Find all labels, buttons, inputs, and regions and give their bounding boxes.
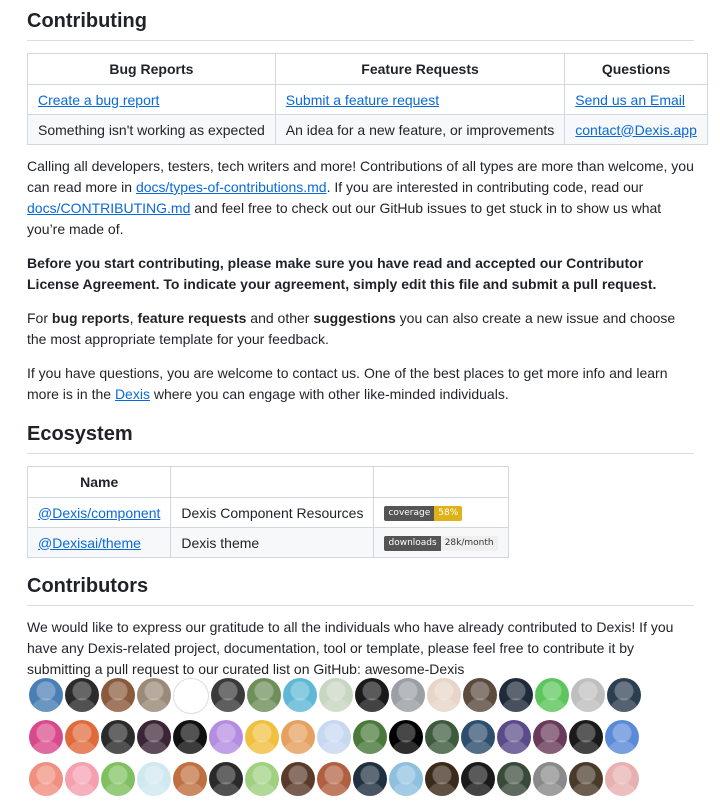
avatar[interactable] <box>173 762 207 796</box>
avatar[interactable] <box>533 720 567 754</box>
table-row <box>28 85 708 115</box>
contributor-avatars <box>27 678 697 804</box>
submit-feature-request-link[interactable]: Submit a feature request <box>285 91 440 108</box>
avatar[interactable] <box>281 720 315 754</box>
avatar[interactable] <box>425 762 459 796</box>
avatar[interactable] <box>569 720 603 754</box>
avatar[interactable] <box>569 762 603 796</box>
avatar[interactable] <box>353 762 387 796</box>
avatar[interactable] <box>461 720 495 754</box>
avatar[interactable] <box>29 762 63 796</box>
header-empty <box>171 467 374 498</box>
table-cell: Dexis Component Resources <box>171 498 374 528</box>
header-bug-reports: Bug Reports <box>28 54 276 85</box>
contributing-md-link[interactable]: docs/CONTRIBUTING.md <box>27 200 191 216</box>
table-row <box>28 115 708 145</box>
avatar[interactable] <box>211 678 245 712</box>
avatar[interactable] <box>137 762 171 796</box>
header-questions: Questions <box>565 54 708 85</box>
avatar[interactable] <box>317 762 351 796</box>
contributors-heading: Contributors <box>27 575 694 606</box>
avatar[interactable] <box>173 678 209 714</box>
avatar[interactable] <box>65 678 99 712</box>
coverage-badge: coverage 58% <box>384 506 462 521</box>
avatar[interactable] <box>65 762 99 796</box>
avatar[interactable] <box>247 678 281 712</box>
avatar[interactable] <box>389 720 423 754</box>
table-cell: An idea for a new feature, or improvements <box>275 115 564 145</box>
avatar[interactable] <box>209 720 243 754</box>
table-header-row <box>28 54 708 85</box>
avatar[interactable] <box>29 720 63 754</box>
avatar[interactable] <box>463 678 497 712</box>
avatar[interactable] <box>499 678 533 712</box>
contributing-paragraph-1: Calling all developers, testers, tech writers and more! Contributions of all types are more than welcome, you can read more in docs/types-of-contributions.md. If you are interested in contributing code, read our docs/CONTRIBUTING.md and feel free to check out our GitHub issues to get stuck in to show us what you’re made of. <box>27 158 694 237</box>
contributing-paragraph-3: For bug reports, feature requests and other suggestions you can also create a new issue and choose the most appropriate template for your feedback. <box>27 310 676 347</box>
avatar[interactable] <box>389 762 423 796</box>
avatar[interactable] <box>533 762 567 796</box>
avatar[interactable] <box>497 762 531 796</box>
avatar[interactable] <box>605 762 639 796</box>
avatar[interactable] <box>571 678 605 712</box>
contributing-heading: Contributing <box>27 0 694 41</box>
avatar[interactable] <box>353 720 387 754</box>
cla-paragraph: Before you start contributing, please make sure you have read and accepted our Contributor License Agreement. To indicate your agreement, simply edit this file and submit a pull request. <box>27 255 657 292</box>
types-of-contributions-link[interactable]: docs/types-of-contributions.md <box>135 179 327 195</box>
table-cell: Something isn't working as expected <box>28 115 276 145</box>
avatar[interactable] <box>245 762 279 796</box>
contributors-paragraph: We would like to express our gratitude to all the individuals who have already contributed to Dexis! If you have any Dexis-related project, documentation, tool or template, please feel free to contribute it by submitting a pull request to our curated list on GitHub: awesome-Dexis <box>27 619 674 677</box>
avatar[interactable] <box>283 678 317 712</box>
table-header-row <box>28 467 509 498</box>
avatar-row <box>27 720 697 756</box>
contributing-paragraph-4: If you have questions, you are welcome to contact us. One of the best places to get more info and learn more is in the Dexis where you can engage with other like-minded individuals. <box>27 365 668 402</box>
avatar[interactable] <box>317 720 351 754</box>
avatar[interactable] <box>355 678 389 712</box>
dexis-component-link[interactable]: @Dexis/component <box>38 504 161 521</box>
header-feature-requests: Feature Requests <box>275 54 564 85</box>
ecosystem-heading: Ecosystem <box>27 423 694 454</box>
avatar[interactable] <box>425 720 459 754</box>
avatar[interactable] <box>607 678 641 712</box>
avatar[interactable] <box>319 678 353 712</box>
avatar[interactable] <box>497 720 531 754</box>
table-row <box>28 528 509 558</box>
avatar[interactable] <box>427 678 461 712</box>
avatar[interactable] <box>391 678 425 712</box>
avatar[interactable] <box>101 762 135 796</box>
ecosystem-table <box>27 466 509 558</box>
avatar[interactable] <box>101 720 135 754</box>
avatar[interactable] <box>245 720 279 754</box>
send-email-link[interactable]: Send us an Email <box>575 91 685 108</box>
dexisai-theme-link[interactable]: @Dexisai/theme <box>38 534 141 551</box>
avatar[interactable] <box>29 678 63 712</box>
avatar-row <box>27 762 697 798</box>
downloads-badge: downloads 28k/month <box>384 536 497 551</box>
avatar[interactable] <box>173 720 207 754</box>
create-bug-report-link[interactable]: Create a bug report <box>38 91 160 108</box>
table-cell: Dexis theme <box>171 528 374 558</box>
contact-email-link[interactable]: contact@Dexis.app <box>575 121 697 138</box>
avatar[interactable] <box>137 720 171 754</box>
avatar-row <box>27 678 697 714</box>
header-empty <box>374 467 508 498</box>
table-row <box>28 498 509 528</box>
avatar[interactable] <box>535 678 569 712</box>
avatar[interactable] <box>605 720 639 754</box>
avatar[interactable] <box>65 720 99 754</box>
avatar[interactable] <box>461 762 495 796</box>
avatar[interactable] <box>101 678 135 712</box>
avatar[interactable] <box>209 762 243 796</box>
avatar[interactable] <box>281 762 315 796</box>
header-name: Name <box>28 467 171 498</box>
contributing-table <box>27 53 708 145</box>
avatar[interactable] <box>137 678 171 712</box>
dexis-link[interactable]: Dexis <box>114 386 150 402</box>
